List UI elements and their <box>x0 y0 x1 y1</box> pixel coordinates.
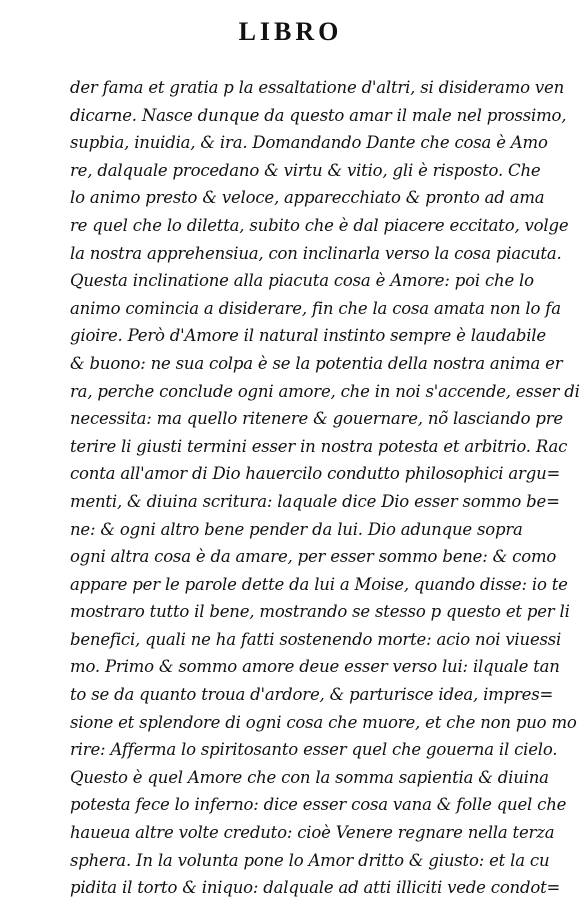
text-line: mostraro tutto il bene, mostrando se stesso p questo et per li <box>70 602 570 622</box>
text-line: menti, & diuina scritura: laquale dice Dio esser sommo be= <box>70 491 560 511</box>
text-line: sphera. In la volunta pone lo Amor dritto & giusto: et la cu <box>70 850 550 870</box>
text-line: to se da quanto troua d'ardore, & parturisce idea, impres= <box>70 685 554 705</box>
text-line: potesta fece lo inferno: dice esser cosa vana & folle quel che <box>70 795 567 815</box>
text-line: gioire. Però d'Amore il natural instinto sempre è laudabile <box>70 326 546 346</box>
text-line: re, dalquale procedano & virtu & vitio, gli è risposto. Che <box>70 160 541 180</box>
text-line: Questo è quel Amore che con la somma sapientia & diuina <box>70 767 549 787</box>
text-line: la nostra apprehensiua, con inclinarla verso la cosa piacuta. <box>70 243 562 263</box>
text-line: conta all'amor di Dio hauercilo condutto philosophici argu= <box>70 464 561 484</box>
text-line: necessita: ma quello ritenere & gouernare, nõ lasciando pre <box>70 409 563 429</box>
text-line: der fama et gratia p la essaltatione d'altri, si disideramo ven <box>70 78 565 97</box>
text-line: rire: Afferma lo spiritosanto esser quel che gouerna il cielo. <box>70 740 558 760</box>
text-line: lo animo presto & veloce, apparecchiato & pronto ad ama <box>70 188 545 208</box>
text-line: mo. Primo & sommo amore deue esser verso lui: ilquale tan <box>70 657 560 677</box>
text-line: sione et splendore di ogni cosa che muore, et che non puo mo <box>70 712 577 732</box>
text-line: ogni altra cosa è da amare, per esser sommo bene: & como <box>70 547 557 567</box>
text-line: dicarne. Nasce dunque da questo amar il male nel prossimo, <box>70 105 567 125</box>
text-line: supbia, inuidia, & ira. Domandando Dante che cosa è Amo <box>70 133 548 153</box>
text-line: appare per le parole dette da lui a Moise, quando disse: io te <box>70 574 568 594</box>
text-line: terire li giusti termini esser in nostra potesta et arbitrio. Rac <box>70 436 568 456</box>
text-line: pidita il torto & iniquo: dalquale ad atti illiciti vede condot= <box>70 878 561 898</box>
text-line: animo comincia a disiderare, fin che la cosa amata non lo fa <box>70 298 561 318</box>
running-header: LIBRO <box>238 17 343 46</box>
body-text <box>70 74 580 902</box>
text-line: Questa inclinatione alla piacuta cosa è Amore: poi che lo <box>70 271 534 291</box>
text-line: & buono: ne sua colpa è se la potentia della nostra anima er <box>70 353 563 373</box>
text-line: benefici, quali ne ha fatti sostenendo morte: acio noi viuessi <box>70 629 562 649</box>
text-line: re quel che lo diletta, subito che è dal piacere eccitato, volge <box>70 215 569 235</box>
text-line: ra, perche conclude ogni amore, che in noi s'accende, esser di <box>70 381 580 401</box>
text-line: ne: & ogni altro bene pender da lui. Dio adunque sopra <box>70 519 523 539</box>
text-line: haueua altre volte creduto: cioè Venere regnare nella terza <box>70 823 555 843</box>
